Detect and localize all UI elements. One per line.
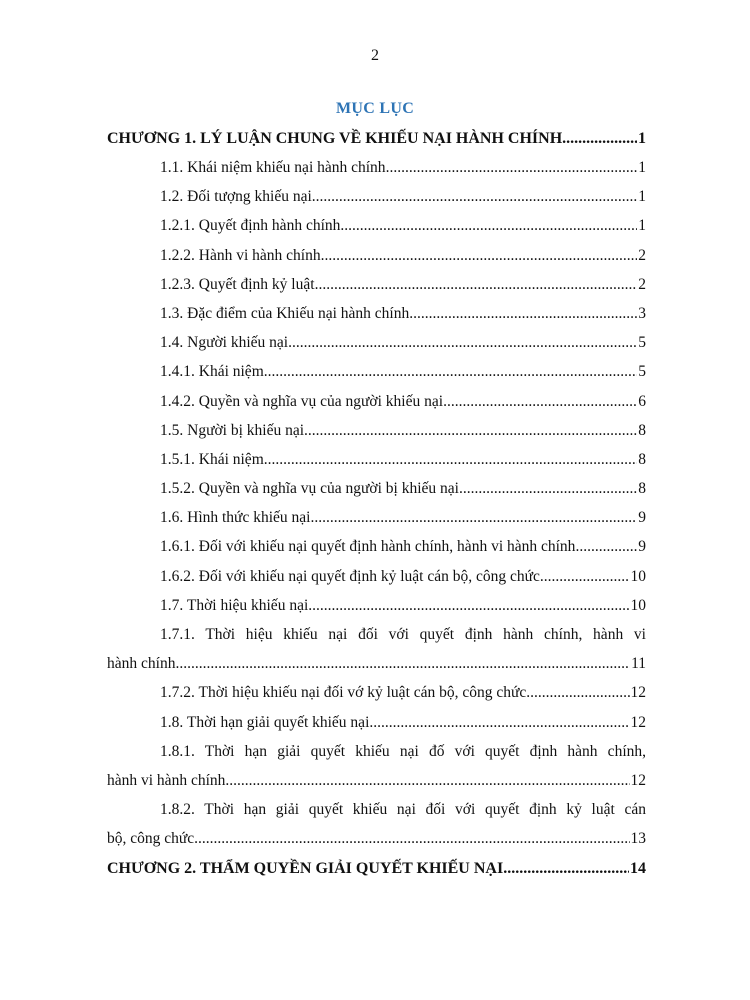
toc-entry-page: 1: [638, 159, 646, 176]
toc-entry-title: 1.2. Đối tượng khiếu nại: [160, 188, 312, 206]
toc-chapter-1[interactable]: [107, 124, 646, 153]
toc-entry-page: 10: [630, 596, 646, 614]
toc-entry-page: 2: [638, 246, 646, 264]
toc-entry-title-line1: 1.8.2. Thời hạn giải quyết khiếu nại đối với quyết định kỷ luật cán: [160, 801, 646, 819]
toc-entry-page: 10: [630, 567, 646, 585]
toc-entry[interactable]: [107, 678, 646, 707]
toc-entry-title-line2: hành chính: [107, 655, 176, 672]
toc-heading: MỤC LỤC: [335, 100, 415, 117]
toc-entry-title: 1.5.1. Khái niệm: [160, 450, 264, 468]
toc-entry[interactable]: [107, 503, 646, 532]
toc-entry-title: 1.2.2. Hành vi hành chính: [160, 246, 321, 264]
toc-entry-page: 5: [638, 334, 646, 352]
toc-entry-title: 1.4.2. Quyền và nghĩa vụ của người khiếu nại: [160, 392, 444, 410]
table-of-contents: [107, 124, 646, 883]
toc-entry-page: 5: [638, 363, 646, 381]
toc-entry[interactable]: [107, 474, 646, 503]
toc-entry-title: 1.5.2. Quyền và nghĩa vụ của người bị khiếu nại: [160, 480, 459, 498]
toc-entry-page: 9: [638, 538, 646, 556]
toc-entry[interactable]: [107, 387, 646, 416]
toc-entry-page: 2: [638, 275, 646, 293]
toc-entry-title: 1.7.2. Thời hiệu khiếu nại đối vớ kỷ luật cán bộ, công chức: [160, 684, 527, 702]
toc-entry-page: 1: [638, 188, 646, 206]
toc-entry-wrapped[interactable]: [107, 620, 646, 678]
toc-entry-title-line1: 1.8.1. Thời hạn giải quyết khiếu nại đố với quyết định hành chính,: [160, 742, 646, 760]
toc-entry[interactable]: [107, 562, 646, 591]
toc-entry-page: 12: [630, 713, 646, 731]
toc-entry[interactable]: [107, 445, 646, 474]
toc-entry-wrapped[interactable]: [107, 795, 646, 853]
toc-entry[interactable]: [107, 328, 646, 357]
toc-chapter-2[interactable]: [107, 854, 646, 883]
toc-entry-page: 6: [638, 392, 646, 410]
toc-entry-title-line1: 1.7.1. Thời hiệu khiếu nại đối với quyết định hành chính, hành vi: [160, 626, 646, 643]
toc-entry-title-line2: hành vi hành chính: [107, 771, 226, 789]
toc-entry-page: 14: [630, 859, 646, 877]
toc-entry-page: 12: [630, 684, 646, 702]
toc-entry-page: 3: [638, 304, 646, 322]
toc-entry-title: 1.2.1. Quyết định hành chính: [160, 217, 341, 235]
toc-entry-wrapped[interactable]: [107, 737, 646, 795]
toc-entry[interactable]: [107, 270, 646, 299]
toc-entry-title: 1.6.2. Đối với khiếu nại quyết định kỷ luật cán bộ, công chức: [160, 567, 540, 585]
toc-entry-title: 1.7. Thời hiệu khiếu nại: [160, 596, 309, 614]
toc-entry[interactable]: [107, 708, 646, 737]
toc-entry-title: 1.6.1. Đối với khiếu nại quyết định hành chính, hành vi hành chính: [160, 538, 576, 556]
toc-entry-title: 1.5. Người bị khiếu nại: [160, 421, 305, 439]
toc-entry-page: 13: [630, 830, 646, 848]
toc-entry[interactable]: [107, 182, 646, 211]
toc-entry[interactable]: [107, 532, 646, 561]
toc-entry-page: 8: [638, 480, 646, 498]
toc-entry-title: CHƯƠNG 2. THẨM QUYỀN GIẢI QUYẾT KHIẾU NẠI: [107, 859, 504, 877]
toc-entry-title: CHƯƠNG 1. LÝ LUẬN CHUNG VỀ KHIẾU NẠI HÀNH CHÍNH: [107, 130, 563, 147]
toc-entry-page: 9: [638, 509, 646, 527]
toc-entry-title: 1.6. Hình thức khiếu nại: [160, 509, 311, 527]
toc-entry-page: 1: [638, 217, 646, 235]
toc-entry-page: 8: [638, 421, 646, 439]
toc-entry-title: 1.3. Đặc điểm của Khiếu nại hành chính: [160, 304, 410, 322]
toc-entry-title: 1.4.1. Khái niệm: [160, 363, 264, 381]
toc-entry-title: 1.2.3. Quyết định kỷ luật: [160, 275, 315, 293]
toc-entry[interactable]: [107, 591, 646, 620]
toc-entry-title-line2: bộ, công chức: [107, 830, 195, 848]
toc-entry[interactable]: [107, 357, 646, 386]
toc-entry[interactable]: [107, 299, 646, 328]
toc-entry[interactable]: [107, 241, 646, 270]
toc-entry[interactable]: [107, 211, 646, 240]
toc-entry-page: 11: [631, 655, 646, 672]
toc-entry-title: 1.4. Người khiếu nại: [160, 334, 289, 352]
toc-entry[interactable]: [107, 153, 646, 182]
toc-entry[interactable]: [107, 416, 646, 445]
page-number: 2: [371, 47, 379, 64]
toc-entry-title: 1.1. Khái niệm khiếu nại hành chính: [160, 159, 386, 176]
toc-entry-page: 1: [638, 130, 646, 147]
toc-entry-page: 8: [638, 450, 646, 468]
toc-entry-title: 1.8. Thời hạn giải quyết khiếu nại: [160, 713, 370, 731]
toc-entry-page: 12: [630, 771, 646, 789]
